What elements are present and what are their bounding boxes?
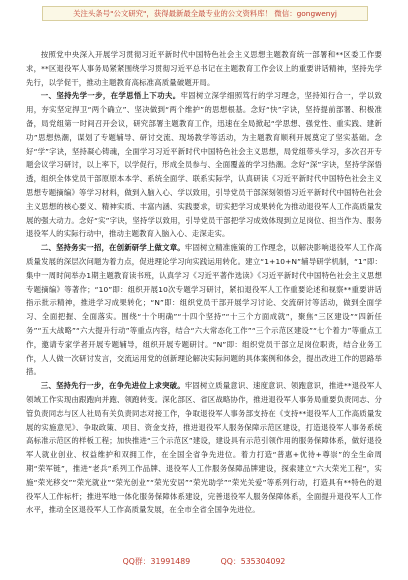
footer-contacts [0, 555, 408, 569]
footer-qq: QQ：535304092 [220, 557, 286, 566]
footer-qq-group: QQ群：31991489 [122, 557, 191, 566]
header-banner: 关注头条号"公文研究"，获得最新最全最专业的公文资料库！ 微信：gongwenyj [42, 6, 368, 21]
document-body [26, 48, 382, 548]
section-heading: 二、坚持务实一招，在创新研学上做文章。 [40, 243, 185, 253]
paragraph-section-1: 一、坚持先学一步，在学思悟上下功夫。牢固树立深学细照笃行的学习理念，坚持知行合一，学以致用，夯实坚定捍卫“两个确立”、坚决做到“两个维护”的思想根基。念好“快”字诀，坚持提前部署、积极准备，局党组第一时间召开会议，研究部署主题教育工作，迅速在全局掀起“学思想、强党性、重实践、建新功”思想热潮，谋划了专题辅导、研讨交流、现场教学等活动，为主题教育顺利开展奠定了坚实基础。念好“学”字诀，坚持凝心铸魂，全面学习习近平新时代中国特色社会主义思想，局党组带头学习，多次召开专题会议学习研讨，以上率下，以学促行，形成全员参与、全面覆盖的学习热潮。念好“深”字诀，坚持学深悟透，组织全体党员干部原原本本学、系统全面学、联系实际学，认真研读《习近平新时代中国特色社会主义思想专题摘编》等学习材料，做到入脑入心、学以致用，引导党员干部深刻领悟习近平新时代中国特色社会主义思想的核心要义、精神实质、丰富内涵、实践要求，切实把学习成果转化为推动退役军人工作高质量发展的强大动力。念好“实”字诀，坚持学以致用，引导党员干部把学习成效体现到立足岗位、担当作为、服务退役军人的实际行动中，推动主题教育入脑入心、走深走实。 [26, 91, 382, 239]
paragraph-section-3: 三、坚持先行一步，在争先进位上求突破。牢固树立质量意识、速度意识、领跑意识，推进**退役军人领域工作实现由跟跑向并跑、领跑转变。深化部区、省区战略协作，推进退役军人事务局重要负责同志、分管负责同志与区人社局有关负责同志对接工作，争取退役军人事务部支持在《支持**退役军人工作高质量发展的实施意见》、争取政策、项目、资金支持，推进退役军人服务保障示范区建设，打造退役军人事务系统高标准示范区的样板工程；加快推进“三个示范区”建设，建设具有示范引领作用的服务保障体系，做好退役军人就业创业、权益维护和双拥工作，在全国全省争先进位。着力打造“普惠+优待+尊崇”的全生命周期“荣军链”，推进“老兵”系列工作品牌、退役军人工作服务保障品牌建设，探索建立“六大荣光工程”，实施“荣光移交”“荣光就业”“荣光创业”“荣光安居”“荣光助学”“荣光关爱”等系列行动，打造具有**特色的退役军人工作标杆；推进军地一体化服务保障体系建设，完善退役军人服务保障体系，全面提升退役军人工作水平，推动全区退役军人工作高质量发展，在全市全省全国争先进位。 [26, 381, 382, 515]
paragraph-intro: 按照党中央深入开展学习贯彻习近平新时代中国特色社会主义思想主题教育统一部署和**区委工作要求，**区退役军人事务局紧紧围绕学习贯彻习近平总书记在主题教育工作会议上的重要讲话精神，坚持先学先行，以学促干，推动主题教育高标准高质量破题开局。 [26, 50, 382, 87]
paragraph-section-2: 二、坚持务实一招，在创新研学上做文章。牢固树立精准施策的工作理念，以解决影响退役军人工作高质量发展的深层次问题为着力点，促进理论学习向实践运用转化。建立“1+10+N”辅导研学机制，“1”即：集中一周时间举办1期主题教育读书班，认真学习《习近平著作选读》《习近平新时代中国特色社会主义思想专题摘编》等著作；“10”即：组织开展10次专题学习研讨，紧扣退役军人工作重要论述和视察**重要讲话指示批示精神，推进学习成果转化；“N”即：组织党员干部开展学习讨论、交流研讨等活动，做到全面学习、全面把握、全面落实。围绕“十个明确”“十四个坚持”“十三个方面成就”，聚焦“三区建设”“四新任务”“五大战略”“六大提升行动”等重点内容，结合“六大常态化工作”“三个示范区建设”“七个着力”等重点工作，邀请专家学者开展专题辅导，组织开展专题研讨。“N”即：组织党员干部立足岗位职责，结合业务工作，人人做一次研讨发言，交流运用党的创新理论解决实际问题的具体案例和体会，提出改进工作的思路举措。 [26, 243, 382, 377]
section-heading: 三、坚持先行一步，在争先进位上求突破。 [40, 381, 185, 391]
section-heading: 一、坚持先学一步，在学思悟上下功夫。 [40, 91, 181, 101]
